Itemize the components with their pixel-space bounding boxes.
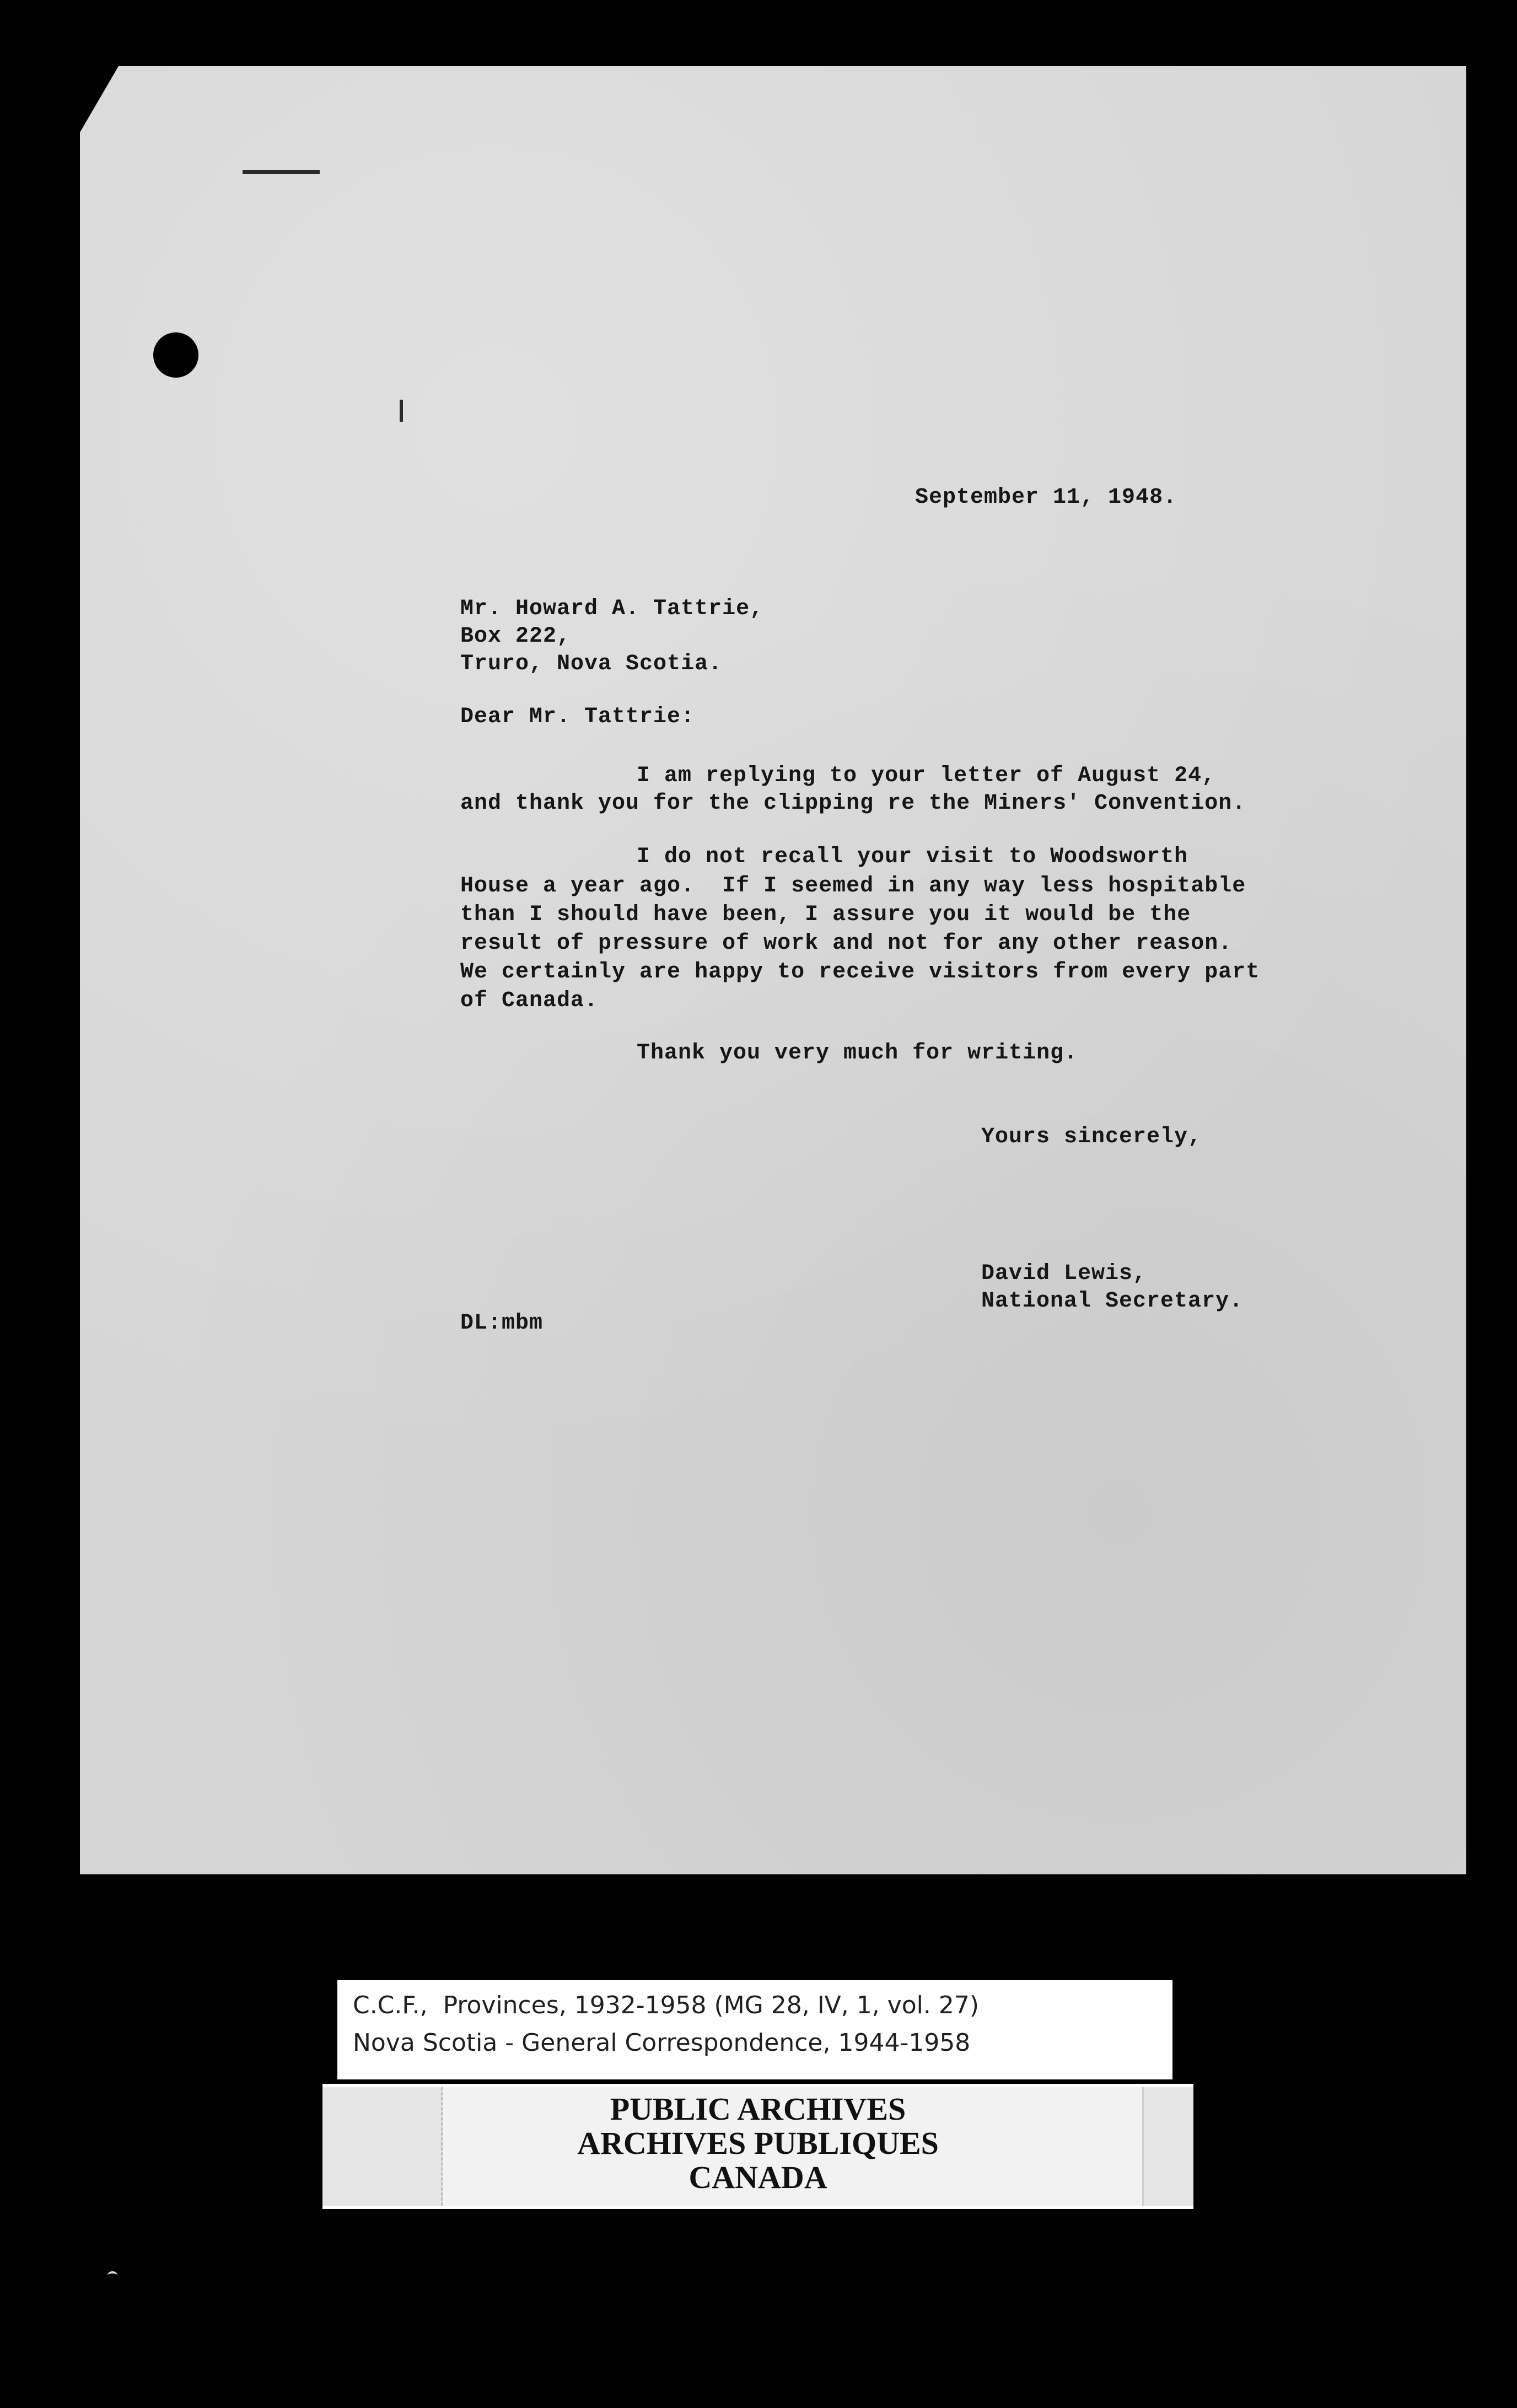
paragraph-line: result of pressure of work and not for any other reason.: [460, 931, 1233, 956]
stamp-line: PUBLIC ARCHIVES: [610, 2091, 906, 2127]
paragraph-line: I am replying to your letter of August 24,: [637, 764, 1216, 788]
closing: Yours sincerely,: [981, 1125, 1202, 1149]
signature-title: National Secretary.: [981, 1289, 1244, 1314]
recipient-box: Box 222,: [460, 624, 571, 649]
archive-label-line: C.C.F., Provinces, 1932-1958 (MG 28, IV, 1, vol. 27): [353, 1991, 980, 2019]
paragraph-line: House a year ago. If I seemed in any way less hospitable: [460, 874, 1246, 899]
paragraph-line: Thank you very much for writing.: [637, 1041, 1078, 1066]
letter-date: September 11, 1948.: [915, 485, 1177, 510]
paragraph-line: We certainly are happy to receive visitors from every part: [460, 960, 1260, 985]
typist-initials: DL:mbm: [460, 1311, 544, 1336]
salutation: Dear Mr. Tattrie:: [460, 705, 695, 729]
paragraph-line: than I should have been, I assure you it would be the: [460, 902, 1191, 927]
recipient-city: Truro, Nova Scotia.: [460, 652, 723, 676]
film-artifact: [107, 2271, 117, 2279]
archives-stamp: [322, 2084, 1193, 2209]
signature-name: David Lewis,: [981, 1261, 1147, 1286]
paragraph-line: I do not recall your visit to Woodsworth: [637, 845, 1188, 869]
archive-label-line: Nova Scotia - General Correspondence, 1944-1958: [353, 2029, 971, 2057]
paragraph-line: of Canada.: [460, 988, 599, 1013]
recipient-name: Mr. Howard A. Tattrie,: [460, 596, 764, 621]
stamp-line: ARCHIVES PUBLIQUES: [577, 2125, 939, 2161]
paragraph-line: and thank you for the clipping re the Miners' Convention.: [460, 791, 1246, 816]
stamp-line: CANADA: [688, 2159, 827, 2195]
